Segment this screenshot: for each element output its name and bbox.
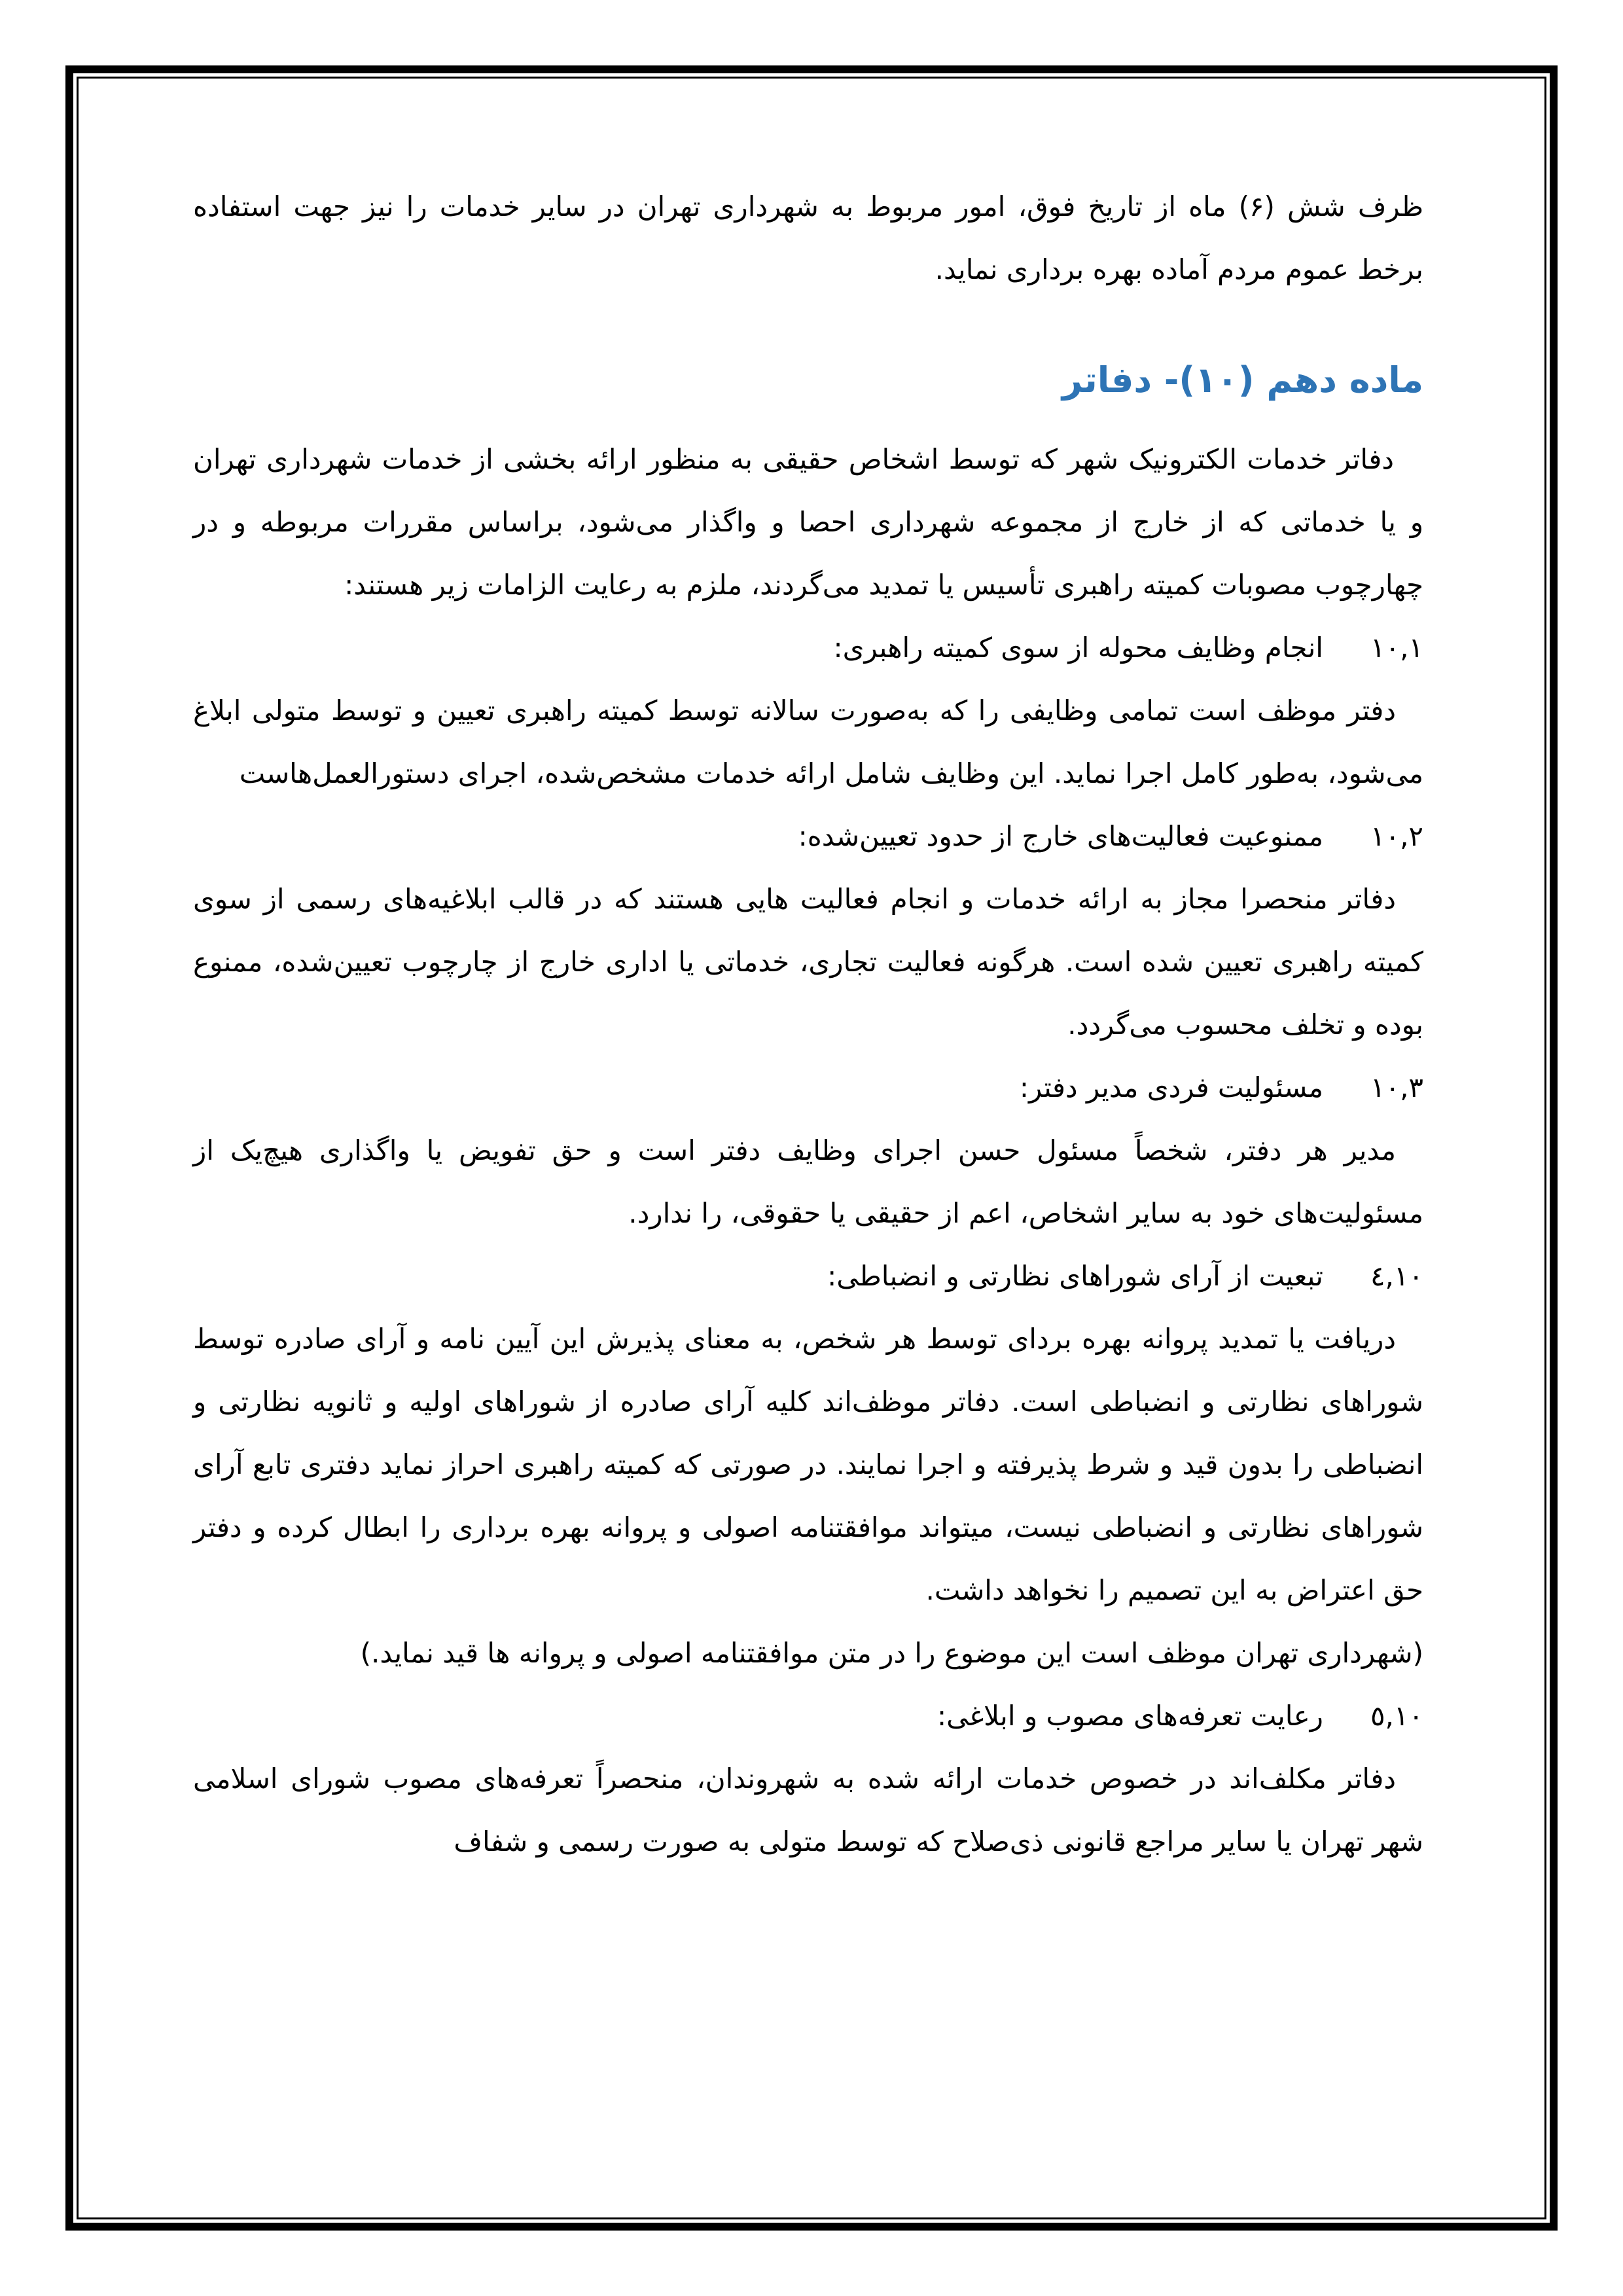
list-item bbox=[193, 1685, 1423, 1873]
item-number: ۱۰,۳ bbox=[1370, 1071, 1423, 1103]
item-body: دریافت یا تمدید پروانه بهره بردای توسط هر شخص، به معنای پذیرش این آیین نامه و آرای صادره توسط شوراهای نظارتی و انضباطی است. دفاتر موظف‌اند کلیه آرای صادره از شوراهای اولیه و ثانویه نظارتی و انضباطی را بدون قید و شرط پذیرفته و اجرا نمایند. در صورتی که کمیته راهبری احراز نماید دفتری تابع آرای شوراهای نظارتی و انضباطی نیست، میتواند موافقتنامه اصولی و پروانه بهره برداری را ابطال کرده و دفتر حق اعتراض به این تصمیم را نخواهد داشت. bbox=[193, 1323, 1423, 1606]
item-note: (شهرداری تهران موظف است این موضوع را در متن موافقتنامه اصولی و پروانه ها قید نماید.) bbox=[360, 1637, 1423, 1669]
item-number: ۱۰,۲ bbox=[1370, 820, 1423, 852]
item-number: ۱۰,۱ bbox=[1370, 632, 1423, 664]
list-item-header bbox=[193, 617, 1423, 679]
item-title: ممنوعیت فعالیت‌های خارج از حدود تعیین‌شده: bbox=[798, 820, 1323, 852]
section-heading: ماده دهم (۱۰)- دفاتر bbox=[1061, 359, 1423, 401]
list-item-header bbox=[193, 1685, 1423, 1748]
list-item bbox=[193, 1056, 1423, 1245]
item-title: تبعیت از آرای شوراهای نظارتی و انضباطی: bbox=[827, 1260, 1323, 1292]
item-title: انجام وظایف محوله از سوی کمیته راهبری: bbox=[833, 632, 1323, 664]
item-number: ۱۰,٥ bbox=[1370, 1700, 1423, 1732]
item-title: رعایت تعرفه‌های مصوب و ابلاغی: bbox=[936, 1700, 1323, 1732]
list-item-header bbox=[193, 805, 1423, 868]
list-item-header bbox=[193, 1056, 1423, 1119]
lead-paragraph: دفاتر خدمات الکترونیک شهر که توسط اشخاص حقیقی به منظور ارائه بخشی از خدمات شهرداری تهران و یا خدماتی که از خارج از مجموعه شهرداری احصا و واگذار می‌شود، براساس مقررات مربوطه و در چهارچوب مصوبات کمیته راهبری تأسیس یا تمدید می‌گردند، ملزم به رعایت الزامات زیر هستند: bbox=[193, 443, 1423, 601]
page-content bbox=[193, 175, 1423, 1873]
list-item bbox=[193, 1245, 1423, 1685]
item-title: مسئولیت فردی مدیر دفتر: bbox=[1019, 1071, 1323, 1103]
item-body: دفاتر منحصرا مجاز به ارائه خدمات و انجام فعالیت هایی هستند که در قالب ابلاغیه‌های رسمی از سوی کمیته راهبری تعیین شده است. هرگونه فعالیت تجاری، خدماتی یا اداری خارج از چارچوب تعیین‌شده، ممنوع بوده و تخلف محسوب می‌گردد. bbox=[193, 883, 1423, 1041]
list-item-header bbox=[193, 1245, 1423, 1308]
item-body: مدیر هر دفتر، شخصاً مسئول حسن اجرای وظایف دفتر است و حق تفویض یا واگذاری هیچ‌یک از مسئولیت‌های خود به سایر اشخاص، اعم از حقیقی یا حقوقی، را ندارد. bbox=[193, 1134, 1423, 1229]
intro-paragraph: ظرف شش (۶) ماه از تاریخ فوق، امور مربوط به شهرداری تهران در سایر خدمات را نیز جهت استفاده برخط عموم مردم آماده بهره برداری نماید. bbox=[193, 190, 1423, 285]
item-number: ۱۰,٤ bbox=[1370, 1260, 1423, 1292]
item-body: دفاتر مکلف‌اند در خصوص خدمات ارائه شده به شهروندان، منحصراً تعرفه‌های مصوب شورای اسلامی شهر تهران یا سایر مراجع قانونی ذی‌صلاح که توسط متولی به صورت رسمی و شفاف bbox=[193, 1763, 1423, 1857]
list-item bbox=[193, 805, 1423, 1056]
list-item bbox=[193, 617, 1423, 805]
item-body: دفتر موظف است تمامی وظایفی را که به‌صورت سالانه توسط کمیته راهبری تعیین و توسط متولی ابلاغ می‌شود، به‌طور کامل اجرا نماید. این وظایف شامل ارائه خدمات مشخص‌شده، اجرای دستورالعمل‌هاست bbox=[193, 694, 1423, 789]
